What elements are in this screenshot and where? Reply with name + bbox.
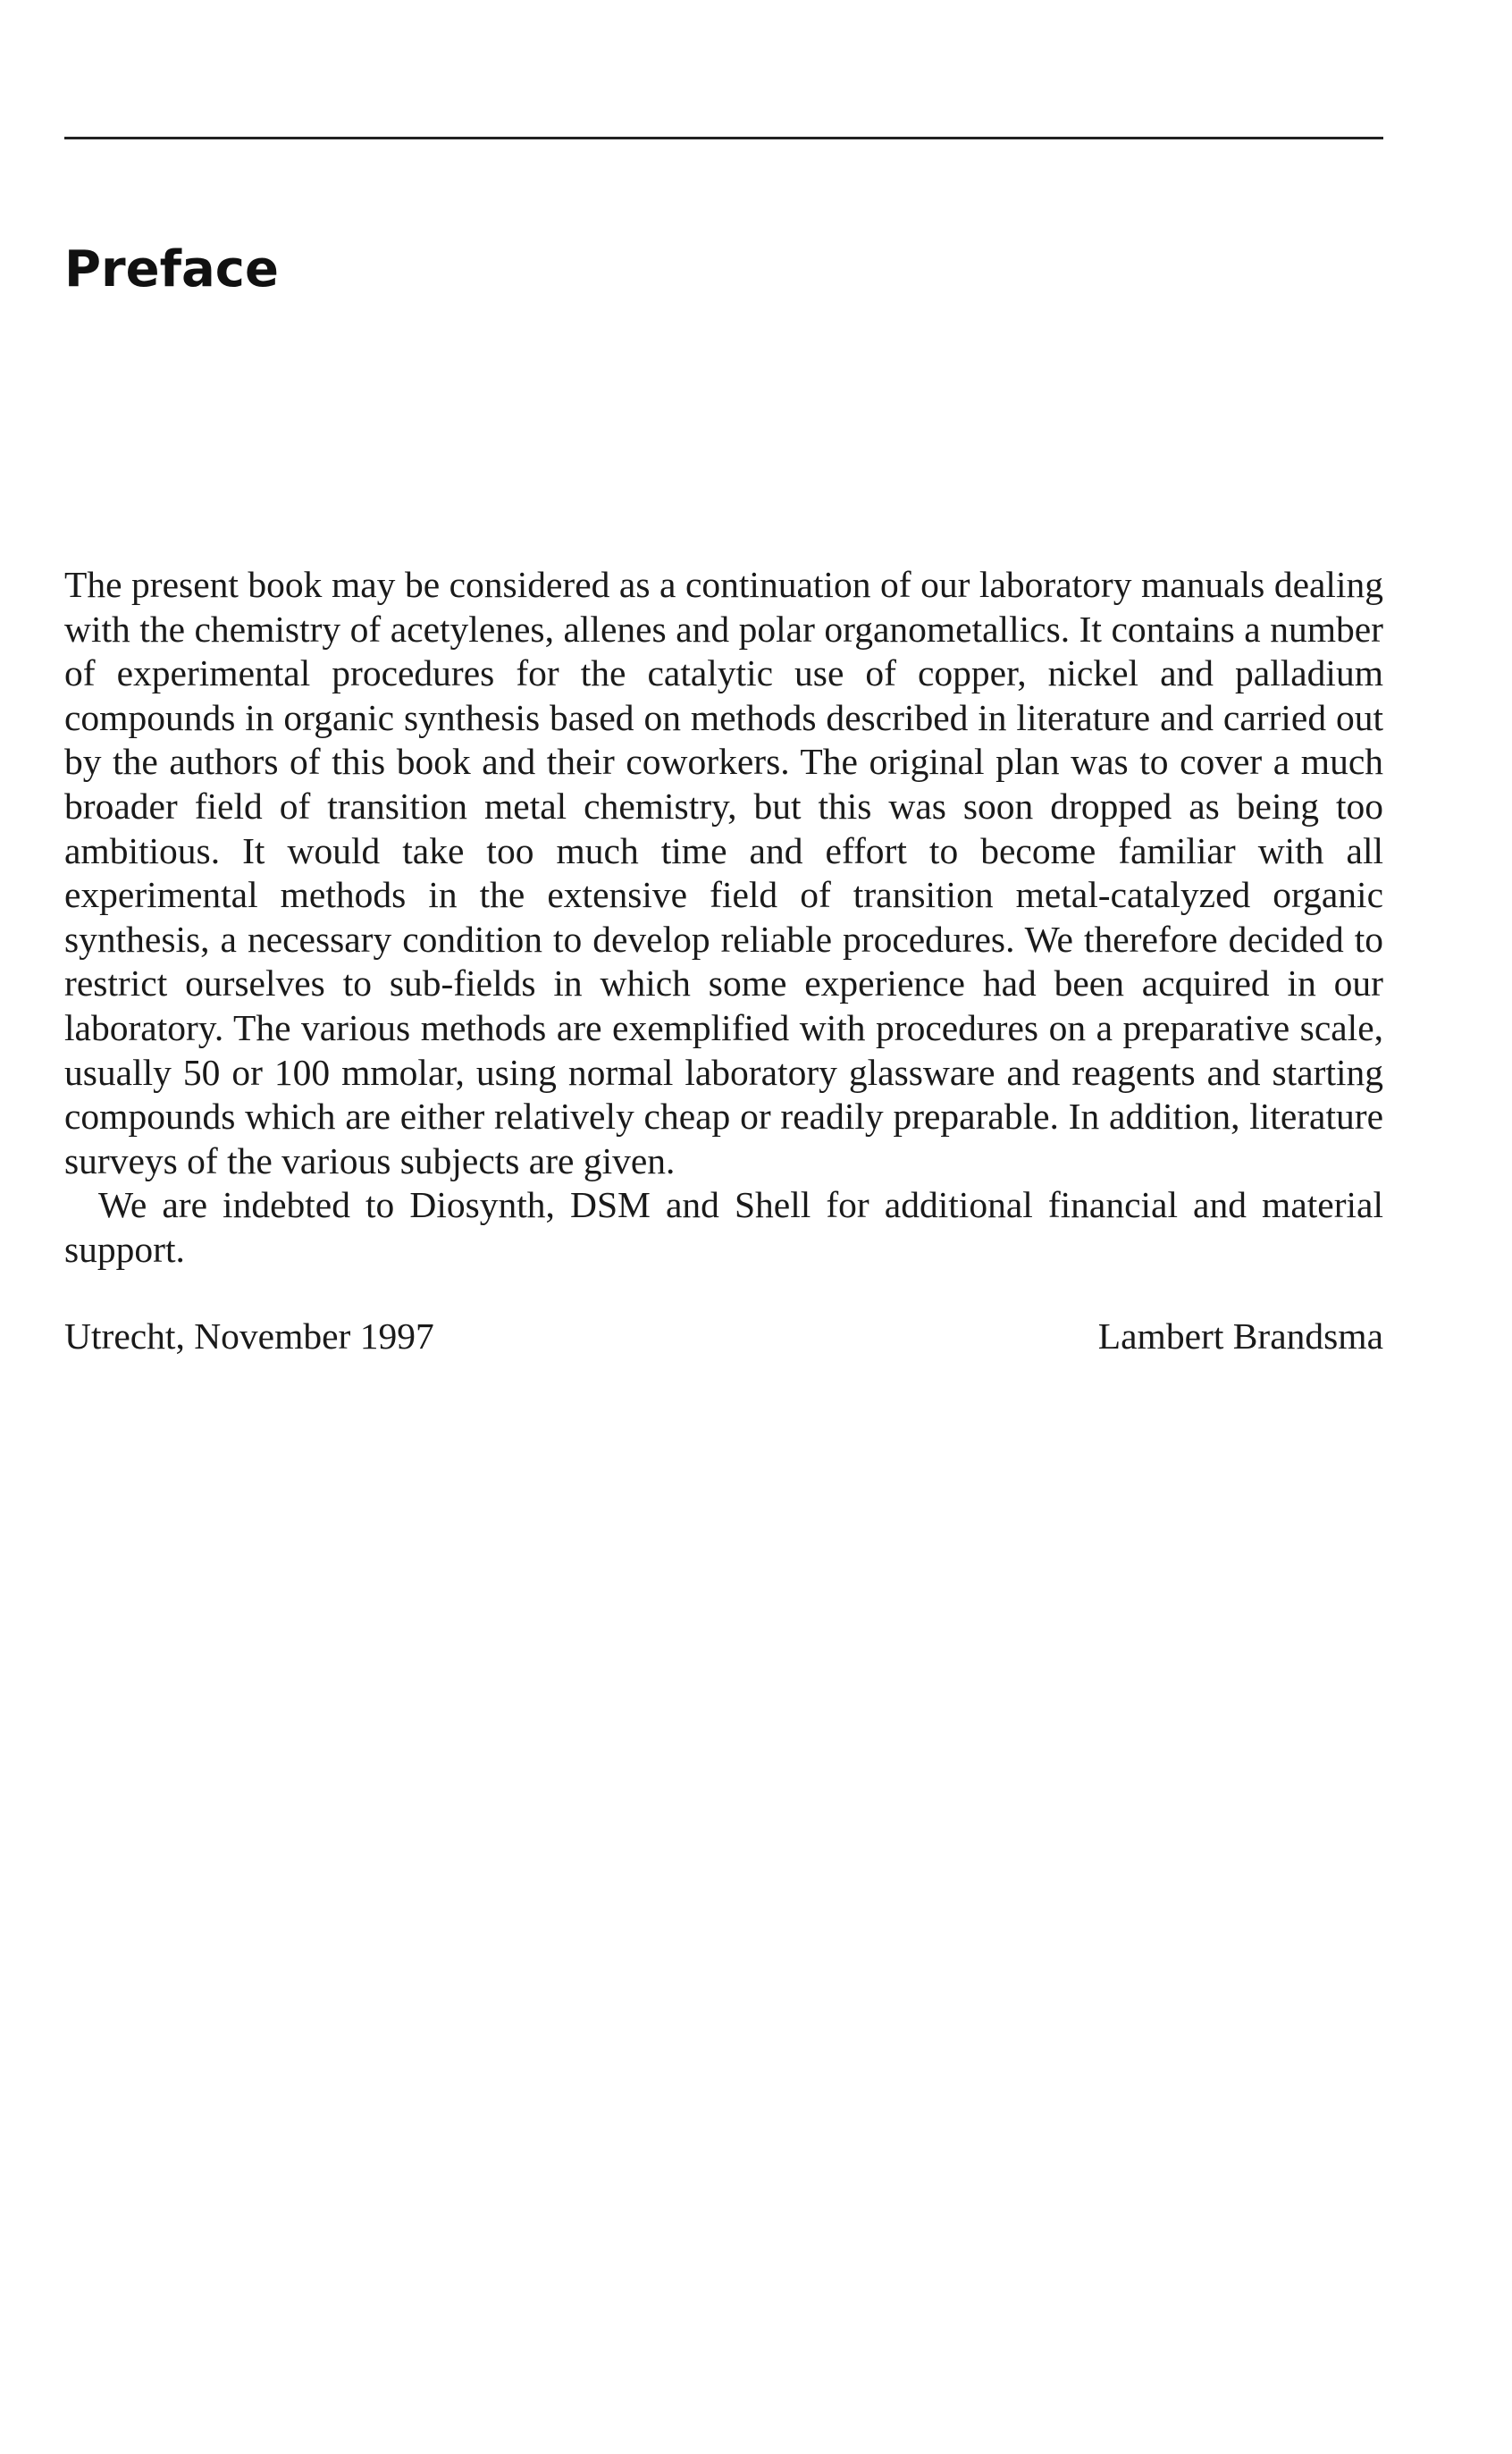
preface-paragraph: The present book may be considered as a continuation of our laboratory manuals dealing with the chemistry of acetylenes, allenes and polar organometallics. It contains a number of experimental procedures for the catalytic use of copper, nickel and palladium compounds in organic synthesis based on methods described in literature and carried out by the authors of this book and their coworkers. The original plan was to cover a much broader field of transition metal chemistry, but this was soon dropped as being too ambitious. It would take too much time and effort to become familiar with all experimental methods in the extensive field of transition metal-catalyzed organic synthesis, a necessary condition to develop reliable procedures. We therefore decided to restrict ourselves to sub-fields in which some experience had been acquired in our laboratory. The various methods are exemplified with procedures on a preparative scale, usually 50 or 100 mmolar, using normal laboratory glassware and reagents and starting compounds which are either relatively cheap or readily preparable. In addition, literature surveys of the various subjects are given. (64, 564, 1383, 1181)
author-name: Lambert Brandsma (1097, 1315, 1383, 1357)
preface-body (64, 563, 1383, 1273)
top-rule (64, 137, 1383, 139)
signoff (64, 1315, 1383, 1359)
page-title: Preface (64, 240, 279, 298)
acknowledgement-paragraph: We are indebted to Diosynth, DSM and Shell for additional financial and material support. (64, 1184, 1383, 1270)
book-page (64, 0, 1383, 2454)
place-date: Utrecht, November 1997 (64, 1315, 434, 1357)
